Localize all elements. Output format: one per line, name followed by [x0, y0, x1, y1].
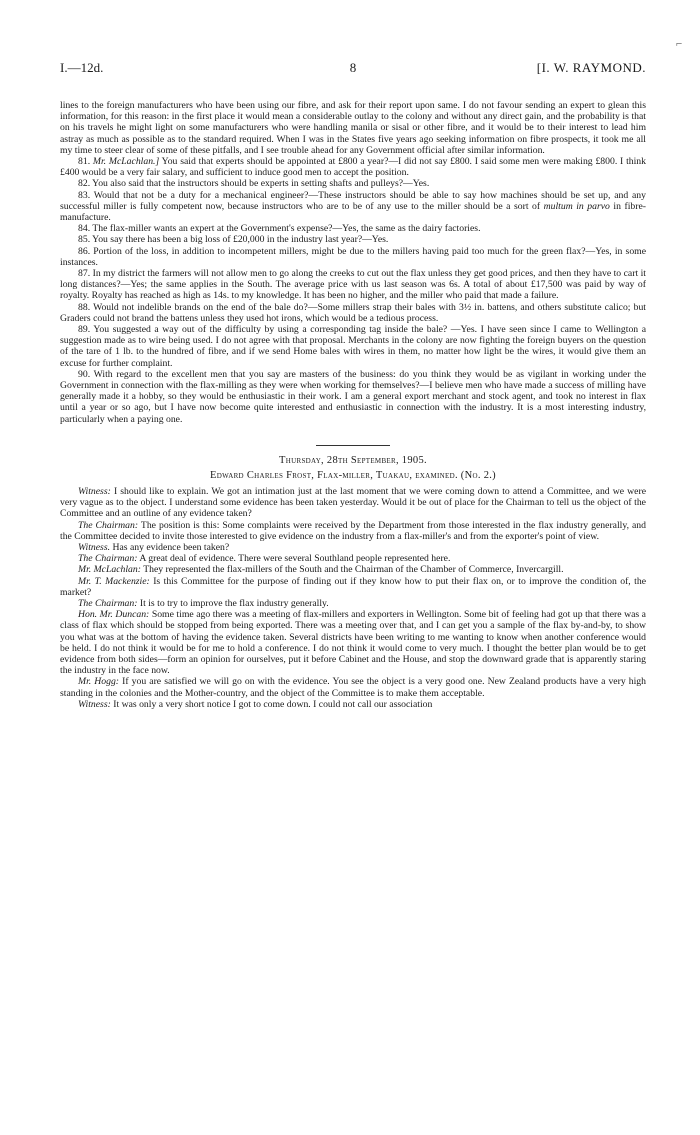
question-number: 81. — [78, 156, 93, 168]
paragraph-text: If you are satisfied we will go on with the evidence. You see the object is a very good one. New Zealand products have a very high standing in the colonies and the Mother-country, and the object of the Committee is to make them acceptable. — [60, 676, 646, 699]
evidence-paragraph — [60, 576, 646, 598]
session-date: Thursday, 28th September, 1905. — [279, 454, 427, 466]
evidence-paragraph — [60, 564, 646, 575]
paragraph-text: You suggested a way out of the difficulty by using a corresponding tag inside the bale? —Yes. I have seen since I came to Wellington a suggestion made as to wire being used. I do not agree with that proposal. Merchants in the colony are now fighting the foreign buyers on the question of the tare of 1 lb. to the hundred of fibre, and if we send Home bales with wires in them, no matter how light be the wires, it would give them an excuse for further complaint. — [60, 324, 647, 369]
paragraph-text: Some time ago there was a meeting of flax-millers and exporters in Wellington. Some bit of feeling had got up that there was a class of flax which should be stopped from being exported. There was a meeting over that, and I can get you a sample of the flax by-and-by, to show you what was at the bottom of having the evidence taken. Several districts have been writing to me wanting to know when another conference would be held. I do not think it would be for me to hold a conference. I do not think it would come to very much. I thought the better plan would be to get evidence from both sides—form an opinion for ourselves, put it before Cabinet and the House, and stop the downward grade that is apparently staring the industry in the face now. — [60, 609, 646, 677]
speaker-name: The Chairman: — [78, 553, 138, 565]
speaker-name: Witness: — [78, 698, 111, 710]
paragraph-text: Would that not be a duty for a mechanical engineer?—These instructors should be able to say how machines should be set up, and any successful miller is fully competent now, because instructors who are to be of any use to the miller should be a sort of — [60, 189, 646, 212]
evidence-section-frost — [60, 486, 646, 710]
speaker-name: The Chairman: — [78, 519, 139, 531]
page-header — [60, 60, 646, 82]
paragraph-text: I should like to explain. We got an intimation just at the last moment that we were coming down to attend a Committee, and we were very vague as to the object. I understand some evidence has been taken yesterday. Would it be out of place for the Chairman to tell us the object of the Committee and an outline of any evidence taken? — [60, 485, 646, 520]
question-number: 83. — [78, 189, 94, 201]
question-number: 88. — [78, 301, 94, 313]
paragraph-text: Has any evidence been taken? — [110, 541, 230, 553]
speaker-name: Mr. McLachlan.] — [92, 156, 160, 168]
header-witness-name: [I. W. RAYMOND. — [536, 60, 646, 75]
paragraph-text: In my district the farmers will not allow men to go along the creeks to cut out the flax unless they get good prices, and then they have to cart it long distances?—Yes; the same applies in the South. The average price with us last season was 6s. A total of about £17,500 was paid by way of royalty. Royalty has reached as high as 14s. to my knowledge. It has been no higher, and the miller who paid that made a failure. — [60, 268, 646, 302]
speaker-name: Hon. Mr. Duncan: — [78, 609, 150, 621]
evidence-paragraph — [60, 190, 646, 224]
evidence-paragraph — [60, 302, 646, 324]
evidence-paragraph — [60, 324, 646, 369]
evidence-paragraph — [60, 100, 646, 156]
speaker-name: Witness. — [78, 541, 111, 553]
evidence-paragraph — [60, 676, 646, 698]
document-page — [60, 60, 646, 710]
paragraph-text: It was only a very short notice I got to come down. I could not call our association — [110, 698, 433, 710]
question-number: 87. — [78, 268, 93, 280]
paragraph-text: The position is this: Some complaints were received by the Department from those interested in the flax industry generally, and the Committee decided to invite those interested to give evidence on the industry from a flax-miller's and from the exporter's point of view. — [60, 519, 646, 542]
paragraph-text: in fibre-manufacture. — [60, 200, 646, 224]
speaker-name: Mr. Hogg: — [78, 676, 120, 688]
evidence-paragraph — [60, 178, 646, 189]
question-number: 85. — [78, 234, 93, 246]
latin-phrase: multum in parvo — [543, 200, 610, 212]
evidence-paragraph — [60, 542, 646, 553]
paragraph-text: With regard to the excellent men that you say are masters of the business: do you think they would be as vigilant in working under the Government in connection with the flax-milling as they were when working for themselves?—I believe men who have made a success of milling have generally made it a hobby, so they would be enthusiastic in their work. I am a general export merchant and stock agent, and took no interest in flax until a year or so ago, but I have now become quite interested and enthusiastic in connection with the industry. It is a most interesting industry, particularly when a paying one. — [60, 368, 647, 425]
paragraph-text: They represented the flax-millers of the South and the Chairman of the Chamber of Commerce, Invercargill. — [140, 564, 564, 576]
section-divider — [316, 445, 390, 446]
evidence-paragraph — [60, 553, 646, 564]
paragraph-text: lines to the foreign manufacturers who have been using our fibre, and ask for their report upon same. I do not favour sending an expert to glean this information, for this reason: in the first place it would mean a considerable outlay to the colony and without any direct gain, and the probability is that on his travels he might light on some manufacturers who were handling manila or sisal or other fibre, and it would be to their interest to lead him astray as much as possible as to the standard required. When I was in the States five years ago seeking information on fibre prospects, it took me all my time to steer clear of some of these pitfalls, and I see trouble ahead for any Government official after similar information. — [60, 100, 646, 156]
evidence-paragraph — [60, 598, 646, 609]
speaker-name: Witness: — [78, 485, 111, 497]
question-number: 86. — [78, 245, 94, 257]
evidence-section-raymond — [60, 100, 646, 425]
evidence-paragraph — [60, 223, 646, 234]
header-document-number: I.—12d. — [60, 60, 104, 75]
speaker-name: Mr. McLachlan: — [78, 564, 141, 576]
evidence-paragraph — [60, 156, 646, 178]
paragraph-text: Is this Committee for the purpose of finding out if they know how to put their flax on, or to improve the condition of, the market? — [60, 575, 646, 598]
evidence-paragraph — [60, 699, 646, 710]
evidence-paragraph — [60, 486, 646, 520]
question-number: 82. — [78, 178, 93, 190]
question-number: 90. — [78, 368, 94, 380]
question-number: 84. — [78, 223, 93, 235]
margin-mark: ⌐ — [676, 38, 683, 50]
evidence-paragraph — [60, 246, 646, 268]
evidence-paragraph — [60, 609, 646, 676]
paragraph-text: The flax-miller wants an expert at the Government's expense?—Yes, the same as the dairy factories. — [92, 223, 481, 235]
paragraph-text: Would not indelible brands on the end of the bale do?—Some millers strap their bales with 3½ in. battens, and others substitute calico; but Graders could not brand the battens unless they used hot irons, which would be a tedious process. — [60, 301, 647, 324]
paragraph-text: You also said that the instructors should be experts in setting shafts and pulleys?—Yes. — [92, 178, 430, 190]
evidence-paragraph — [60, 520, 646, 542]
evidence-paragraph — [60, 268, 646, 302]
paragraph-text: You say there has been a big loss of £20,000 in the industry last year?—Yes. — [92, 234, 389, 246]
paragraph-text: Portion of the loss, in addition to incompetent millers, might be due to the millers having paid too much for the green flax?—Yes, in some instances. — [60, 245, 646, 268]
speaker-name: The Chairman: — [78, 597, 138, 609]
speaker-name: Mr. T. Mackenzie: — [78, 575, 150, 587]
paragraph-text: You said that experts should be appointed at £800 a year?—I did not say £800. I said some men were making £800. I think £400 would be a very fair salary, and sufficient to induce good men to accept the position. — [60, 156, 646, 179]
paragraph-text: It is to try to improve the flax industry generally. — [137, 597, 329, 609]
paragraph-text: A great deal of evidence. There were several Southland people represented here. — [137, 553, 451, 565]
evidence-paragraph — [60, 369, 646, 425]
question-number: 89. — [78, 324, 94, 336]
header-page-number: 8 — [349, 60, 357, 75]
evidence-paragraph — [60, 234, 646, 245]
witness-heading: Edward Charles Frost, Flax-miller, Tuakau, examined. (No. 2.) — [210, 469, 496, 481]
